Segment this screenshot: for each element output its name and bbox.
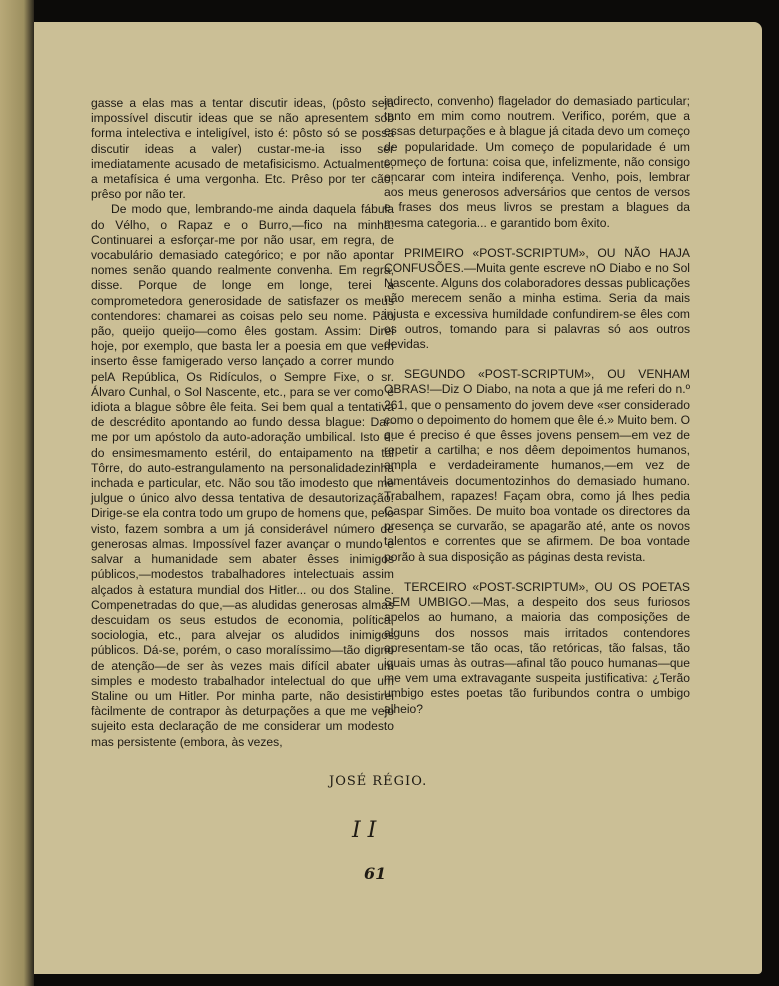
facing-page-edge: [0, 0, 34, 986]
postscript-2: SEGUNDO «POST-SCRIPTUM», OU VENHAM OBRAS!—Diz O Diabo, na nota a que já me referi do n.º 261, que o pensamento do jovem deve «ser considerado como o depoimento do homem que êle é.» Muito bem. O que é preciso é que êsses jovens pensem—em vez de repetir a cartilha; e nos dêem depoimentos humanos, ampla e verdadeiramente humanos,—em vez de lamentáveis documentozinhos do demasiado humano. Trabalhem, rapazes! Façam obra, como já lhes pedia Gaspar Simões. De muito boa vontade os directores da presença se curvarão, se apagarão até, ante os novos talentos e correntes que se afirmem. De boa vontade porão à sua disposição as páginas desta revista.: [384, 367, 690, 564]
postscript-1: PRIMEIRO «POST-SCRIPTUM», OU NÃO HAJA CONFUSÕES.—Muita gente escreve nO Diabo e no Sol Nascente. Alguns dos colaboradores dessas publicações não merecem senão a minha estima. Seria da mais injusta e excessiva humildade confundirem-se êles com os outros, tomando para si palavras só aos outros devidas.: [384, 245, 690, 352]
author-signature: JOSÉ RÉGIO.: [329, 774, 428, 789]
paragraph: indirecto, convenho) flagelador do demasiado particular; tanto em mim como noutrem. Verifico, porém, que a essas deturpações e à blague já citada devo um começo de popularidade. Um começo de popularidade é um começo de fortuna: coisa que, infelizmente, não consigo encarar com inteira indiferença. Venho, pois, lembrar aos meus generosos adversários que centos de versos e frases dos meus livros se prestam a blagues da mesma categoria... e garantido bom êxito.: [384, 94, 690, 230]
right-column: [384, 94, 690, 717]
left-column: [91, 96, 394, 750]
book-page: [34, 22, 762, 974]
handwritten-mark: I I: [352, 818, 377, 843]
paragraph: gasse a elas mas a tentar discutir ideas, (pôsto seja impossível discutir ideas que se não apresentem sob forma intelectiva e inteligível, isto é: pôsto só se possa discutir ideas a valer) custar-me-ia isso ser imediatamente acusado de metafisicismo. Actualmente, a metafísica é uma vergonha. Etc. Prêso por ter cão, prêso por não ter.: [91, 96, 394, 202]
postscript-3: TERCEIRO «POST-SCRIPTUM», OU OS POETAS SEM UMBIGO.—Mas, a despeito dos seus furiosos apelos ao humano, a maioria das composições de alguns dos nossos mais irritados contendores apresentam-se tão ocas, tão retóricas, tão falsas, tão iguais umas às outras—afinal tão pouco humanas—que me vem uma extravagante suspeita justificativa: ¿Terão umbigo estes poetas tão furibundos contra o umbigo alheio?: [384, 579, 690, 716]
page-number: 61: [364, 864, 387, 883]
paragraph: De modo que, lembrando-me ainda daquela fábula do Vélho, o Rapaz e o Burro,—fico na minha: Continuarei a esforçar-me por não usar, em regra, de vocabulário demasiado categórico; e por não apontar nomes senão quando realmente convenha. Em regra, disse. Porque de longe em longe, terei a comprometedora generosidade de satisfazer os meus contendores: chamarei as coisas pelo seu nome. Pão pão, queijo queijo—como êles gostam. Assim: Direi hoje, por exemplo, que basta ler a poesia em que vem inserto êsse famigerado verso lançado a correr mundo pelA República, Os Ridículos, o Sempre Fixe, o sr. Álvaro Cunhal, o Sol Nascente, etc., para se ver como é idiota a blague sôbre êle feita. Sei bem qual a tentativa de descrédito apontando ao fundo dessa blague: Dar-me por um apóstolo da auto-adoração umbilical. Isto é: do ensimesmamento estéril, do entaipamento na tal Tôrre, do auto-estrangulamento na personalidadezinha inchada e particular, etc. Não sou tão imodesto que me julgue o único alvo dessa tentativa de desautorização! Dirige-se ela contra todo um grupo de homens que, pelo visto, fazem sombra a um já considerável número de generosas almas. Impossível fazer avançar o mundo e salvar a humanidade sem abater êsses inimigos públicos,—modestos trabalhadores intelectuais assim alçados à estatura mundial dos Hitler... ou dos Staline. Compenetradas do que,—as aludidas generosas almas descuidam os seus estudos de economia, política, sociologia, etc., para alvejar os aludidos inimigos públicos. Dá-se, porém, o caso moralíssimo—tão digno de atenção—de ser às vezes mais difícil abater um simples e modesto trabalhador intelectual do que um Staline ou um Hitler. Por minha parte, não desistirei fàcilmente de contrapor às deturpações a que me vejo sujeito esta declaração de me considerar um modesto mas persistente (embora, às vezes,: [91, 202, 394, 749]
